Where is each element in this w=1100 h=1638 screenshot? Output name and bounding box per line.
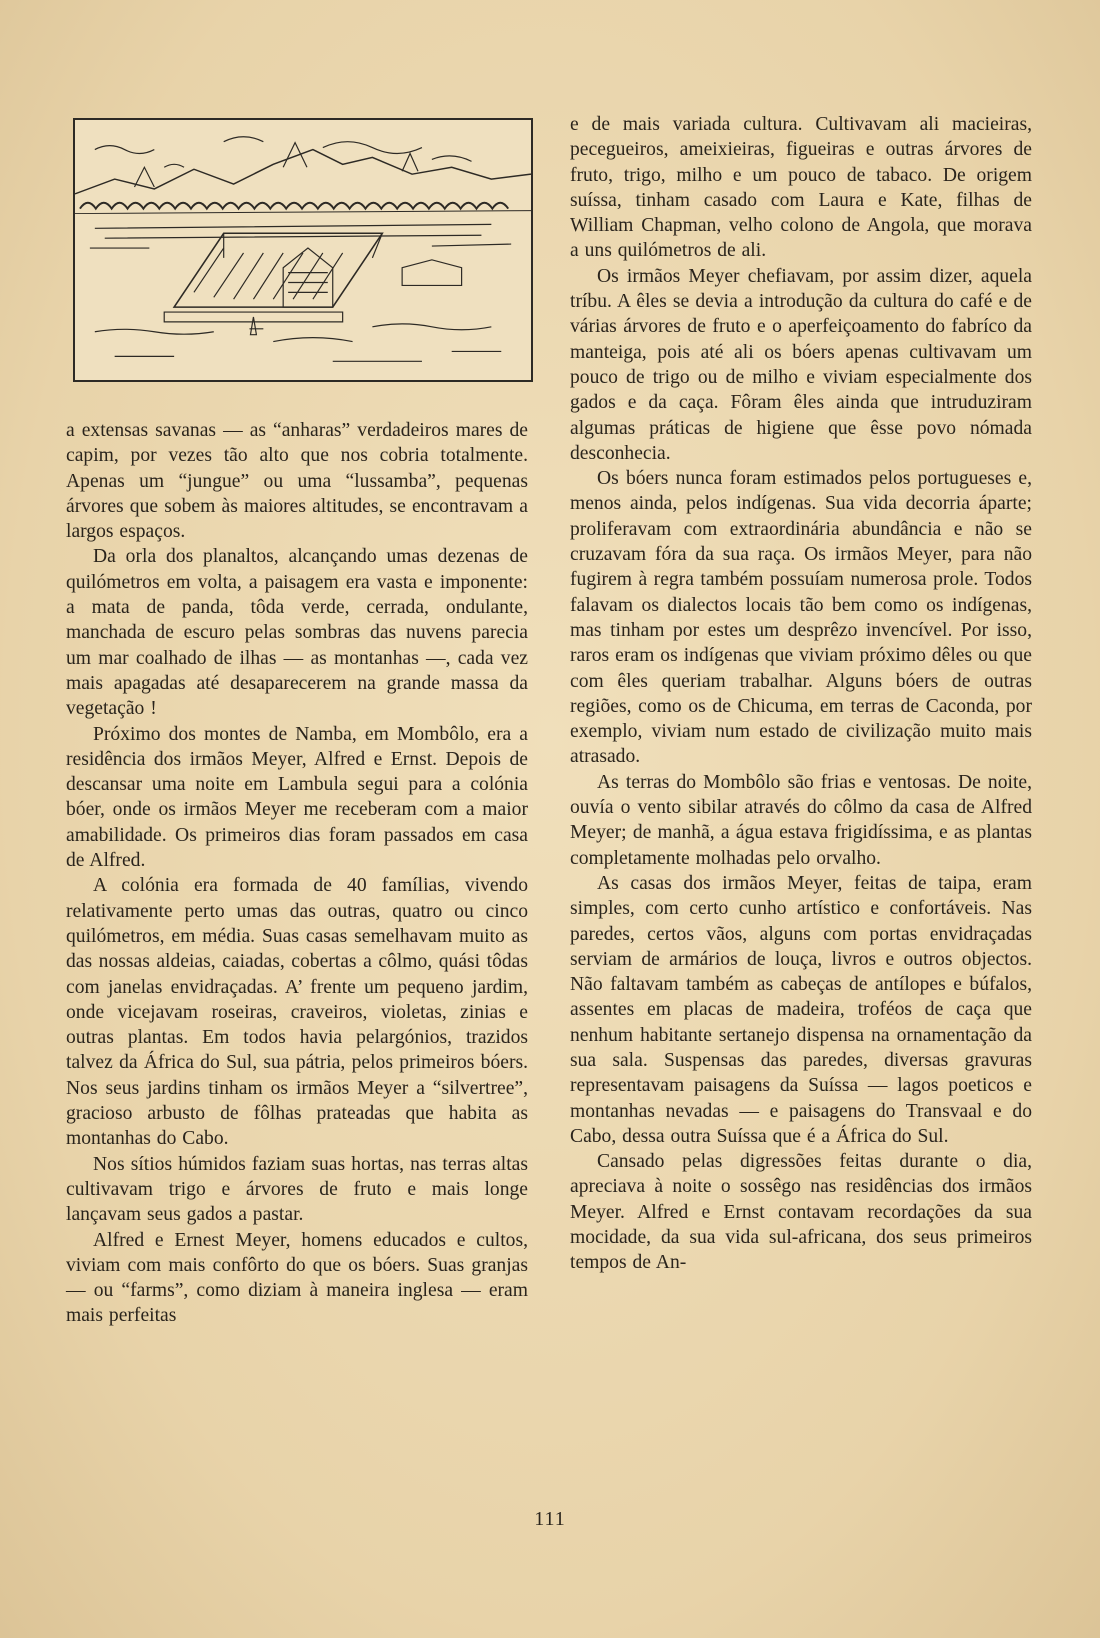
paragraph: Os irmãos Meyer chefiavam, por assim dizer, aquela tríbu. A êles se devia a introdução da cultura do café e de várias árvores de fruto e o aperfeiçoamento do fabríco da manteiga, pois até ali os bóers apenas cultivavam um pouco de trigo ou de milho e viviam especialmente dos gados e da caça. Fôram êles ainda que intruduziram algumas práticas de higiene que êsse povo nómada desconhecia. bbox=[570, 265, 1032, 464]
paragraph: As casas dos irmãos Meyer, feitas de taipa, eram simples, com certo cunho artístico e confortáveis. Nas paredes, certos vãos, alguns com portas envidraçadas serviam de armários de louça, livros e outros objectos. Não faltavam também as cabeças de antílopes e búfalos, assentes em placas de madeira, troféos de caça que nenhum habitante sertanejo dispensa na ornamentação da sua sala. Suspensas das paredes, diversas gravuras representavam paisagens da Suíssa — lagos poeticos e montanhas nevadas — e paisagens do Transvaal e do Cabo, dessa outra Suíssa que é a África do Sul. bbox=[570, 872, 1032, 1147]
paragraph: e de mais variada cultura. Cultivavam ali macieiras, pecegueiros, ameixieiras, figueiras e outras árvores de fruto, trigo, milho e um pouco de tabaco. De origem suíssa, tinham casado com Laura e Kate, filhas de William Chapman, velho colono de Angola, que morava a uns quilómetros de ali. bbox=[570, 114, 1032, 262]
landscape-illustration bbox=[73, 118, 533, 382]
paragraph: Alfred e Ernest Meyer, homens educados e cultos, viviam com mais confôrto do que os bóers. Suas granjas — ou “farms”, como diziam à maneira inglesa — eram mais perfeitas bbox=[66, 1229, 528, 1327]
paragraph: Próximo dos montes de Namba, em Mombôlo, era a residência dos irmãos Meyer, Alfred e Ernst. Depois de descansar uma noite em Lambula segui para a colónia bóer, onde os irmãos Meyer me receberam com a maior amabilidade. Os primeiros dias foram passados em casa de Alfred. bbox=[66, 723, 528, 872]
paragraph: As terras do Mombôlo são frias e ventosas. De noite, ouvía o vento sibilar através do côlmo da casa de Alfred Meyer; de manhã, a água estava frigidíssima, e as plantas completamente molhadas pelo orvalho. bbox=[570, 771, 1032, 869]
page-number: 111 bbox=[534, 1508, 566, 1530]
paragraph: A colónia era formada de 40 famílias, vivendo relativamente perto umas das outras, quatro ou cinco quilómetros, em média. Suas casas semelhavam muito as das nossas aldeias, caiadas, cobertas a côlmo, quási tôdas com janelas envidraçadas. A’ frente um pequeno jardim, onde vicejavam roseiras, craveiros, violetas, zinias e outras plantas. Em todos havia pelargónios, trazidos talvez da África do Sul, sua pátria, pelos primeiros bóers. Nos seus jardins tinham os irmãos Meyer a “silvertree”, gracioso arbusto de fôlhas prateadas que habita as montanhas do Cabo. bbox=[66, 875, 528, 1150]
paragraph: Da orla dos planaltos, alcançando umas dezenas de quilómetros em volta, a paisagem era vasta e imponente: a mata de panda, tôda verde, cerrada, ondulante, manchada de escuro pelas sombras das nuvens parecia um mar coalhado de ilhas — as montanhas —, cada vez mais apagadas até desaparecerem na grande massa da vegetação ! bbox=[66, 546, 528, 720]
paragraph: Nos sítios húmidos faziam suas hortas, nas terras altas cultivavam trigo e árvores de fruto e mais longe lançavam seus gados a pastar. bbox=[66, 1153, 528, 1226]
left-text-column bbox=[66, 418, 528, 1329]
paragraph: Os bóers nunca foram estimados pelos portugueses e, menos ainda, pelos indígenas. Sua vida decorria áparte; proliferavam com extraordinária abundância e não se cruzavam fóra da sua raça. Os irmãos Meyer, para não fugirem à regra também possuíam numerosa prole. Todos falavam os dialectos locais tão bem como os indígenas, mas tinham por estes um desprêzo invencível. Por isso, raros eram os indígenas que viviam próximo dêles ou que com êles queriam trabalhar. Alguns bóers de outras regiões, como os de Chicuma, em terras de Caconda, por exemplo, viviam num estado de civilização muito mais atrasado. bbox=[570, 468, 1032, 768]
paragraph: a extensas savanas — as “anharas” verdadeiros mares de capim, por vezes tão alto que nos cobria totalmente. Apenas um “jungue” ou uma “lussamba”, pequenas árvores que sobem às maiores altitudes, se encontravam a largos espaços. bbox=[66, 420, 528, 543]
paragraph: Cansado pelas digressões feitas durante o dia, apreciava à noite o sossêgo nas residências dos irmãos Meyer. Alfred e Ernst contavam recordações da sua mocidade, da sua vida sul-africana, dos seus primeiros tempos de An- bbox=[570, 1151, 1032, 1274]
right-text-column bbox=[570, 112, 1032, 1276]
farm-sketch-icon bbox=[75, 120, 531, 380]
